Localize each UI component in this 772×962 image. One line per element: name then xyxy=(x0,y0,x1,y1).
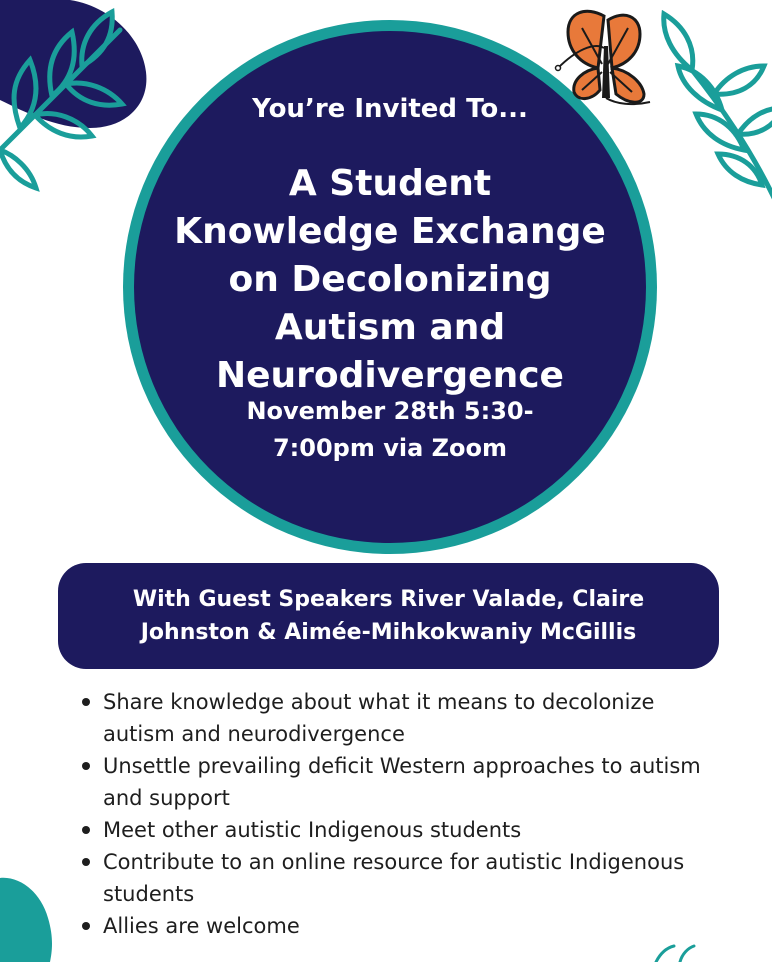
event-date-time: November 28th 5:30-7:00pm via Zoom xyxy=(246,397,534,462)
leaf-branch-icon xyxy=(0,0,150,200)
leaf-branch-icon xyxy=(650,940,710,962)
list-item: Unsettle prevailing deficit Western approaches to autism and support xyxy=(78,750,718,814)
speakers-banner xyxy=(58,563,719,669)
guest-speakers-text: With Guest Speakers River Valade, Claire Johnston & Aimée-Mihkokwaniy McGillis xyxy=(132,587,645,645)
invite-heading: You’re Invited To... xyxy=(252,94,528,124)
event-highlights-list xyxy=(78,686,718,942)
list-item: Share knowledge about what it means to decolonize autism and neurodivergence xyxy=(78,686,718,750)
leaf-branch-icon xyxy=(652,10,772,220)
list-item: Allies are welcome xyxy=(78,910,718,942)
event-title: A Student Knowledge Exchange on Decolonizing Autism and Neurodivergence xyxy=(174,163,606,396)
teal-blob-decoration xyxy=(0,868,60,962)
list-item: Meet other autistic Indigenous students xyxy=(78,814,718,846)
list-item: Contribute to an online resource for autistic Indigenous students xyxy=(78,846,718,910)
